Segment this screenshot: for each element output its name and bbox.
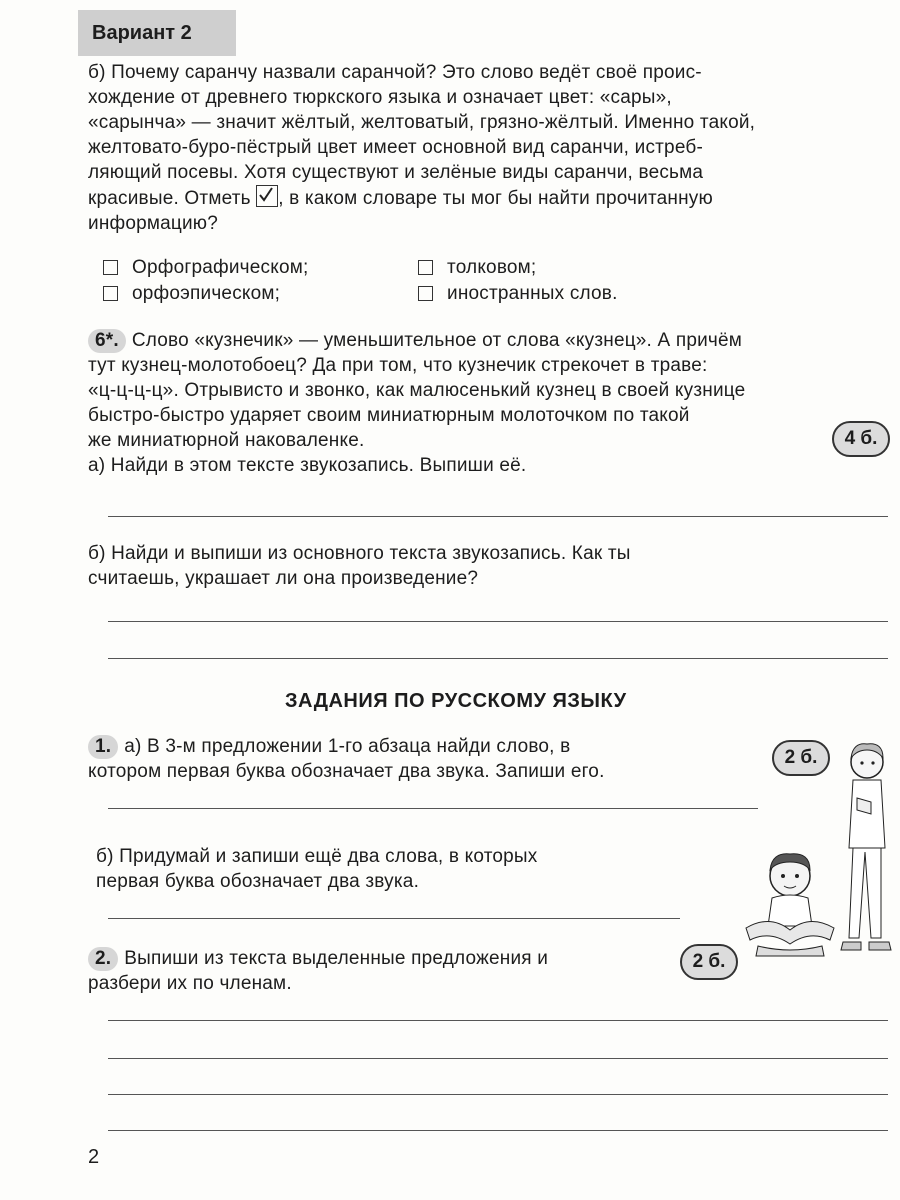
checkbox-icon[interactable]	[103, 286, 118, 301]
score-badge: 2 б.	[772, 740, 830, 776]
option-label: Орфографическом;	[132, 257, 309, 278]
score-badge: 4 б.	[832, 421, 890, 457]
option-explanatory[interactable]	[418, 255, 718, 280]
q5b-line: «сарынча» — значит жёлтый, желтоватый, грязно-жёлтый. Именно такой,	[88, 112, 756, 133]
q5b-line-mark-before: красивые. Отметь	[88, 188, 251, 209]
answer-line[interactable]	[108, 918, 680, 919]
q5b-line-mark	[88, 185, 878, 211]
t2-line: Выпиши из текста выделенные предложения и	[124, 948, 549, 969]
q6-b-line: б) Найди и выпиши из основного текста звукозапись. Как ты	[88, 543, 631, 564]
checkbox-icon[interactable]	[418, 260, 433, 275]
answer-line[interactable]	[108, 1130, 888, 1131]
option-label: иностранных слов.	[447, 283, 618, 304]
option-label: орфоэпическом;	[132, 283, 281, 304]
page-number: 2	[88, 1146, 100, 1168]
score-badge: 2 б.	[680, 944, 738, 980]
checkbox-icon[interactable]	[418, 286, 433, 301]
q6-task-b	[88, 541, 878, 591]
answer-line[interactable]	[108, 1058, 888, 1059]
t1-a-line: котором первая буква обозначает два звука. Запиши его.	[88, 761, 605, 782]
q6-line: тут кузнец-молотобоец? Да при том, что кузнечик стрекочет в траве:	[88, 355, 708, 376]
boy-reading-illustration	[740, 848, 840, 960]
answer-line[interactable]	[108, 621, 888, 622]
q5b-line: ляющий посевы. Хотя существуют и зелёные виды саранчи, весьма	[88, 162, 704, 183]
q6-task-a: а) Найди в этом тексте звукозапись. Выпиши её.	[88, 455, 527, 476]
boy-standing-illustration	[835, 738, 897, 960]
answer-line[interactable]	[108, 1020, 888, 1021]
option-foreign[interactable]	[418, 281, 718, 306]
t2-line: разбери их по членам.	[88, 973, 292, 994]
q5b-line: информацию?	[88, 213, 219, 234]
answer-line[interactable]	[108, 808, 758, 809]
option-orthoepic[interactable]	[103, 281, 403, 306]
t1-a-line: а) В 3-м предложении 1-го абзаца найди слово, в	[124, 736, 571, 757]
checkmark-box-icon	[256, 185, 278, 207]
option-orthographic[interactable]	[103, 255, 403, 280]
question-number-badge: 2.	[88, 947, 118, 971]
q6-line: быстро-быстро ударяет своим миниатюрным молоточком по такой	[88, 405, 690, 426]
option-label: толковом;	[447, 257, 537, 278]
answer-line[interactable]	[108, 658, 888, 659]
t1-b-line: первая буква обозначает два звука.	[96, 871, 420, 892]
q6-line: же миниатюрной наковаленке.	[88, 430, 365, 451]
q5b-line: б) Почему саранчу назвали саранчой? Это слово ведёт своё проис-	[88, 62, 702, 83]
q5b-line: желтовато-буро-пёстрый цвет имеет основной вид саранчи, истреб-	[88, 137, 703, 158]
variant-tab: Вариант 2	[78, 10, 236, 56]
t1-b-line: б) Придумай и запиши ещё два слова, в которых	[96, 846, 538, 867]
question-number-badge: 6*.	[88, 329, 126, 353]
checkbox-icon[interactable]	[103, 260, 118, 275]
question-number-badge: 1.	[88, 735, 118, 759]
q6-paragraph	[88, 328, 888, 478]
t1-b-paragraph	[96, 844, 716, 894]
q5b-line-mark-after: , в каком словаре ты мог бы найти прочитанную	[278, 188, 713, 209]
q6-line: «ц-ц-ц-ц». Отрывисто и звонко, как малюсенький кузнец в своей кузнице	[88, 380, 746, 401]
answer-line[interactable]	[108, 1094, 888, 1095]
section-title: ЗАДАНИЯ ПО РУССКОМУ ЯЗЫКУ	[285, 690, 627, 712]
answer-line[interactable]	[108, 516, 888, 517]
q5b-paragraph	[88, 60, 878, 236]
q6-line: Слово «кузнечик» — уменьшительное от слова «кузнец». А причём	[131, 330, 743, 351]
q5b-line: хождение от древнего тюркского языка и означает цвет: «сары»,	[88, 87, 672, 108]
t1-paragraph	[88, 734, 808, 784]
q6-b-line: считаешь, украшает ли она произведение?	[88, 568, 479, 589]
t2-paragraph	[88, 946, 688, 996]
